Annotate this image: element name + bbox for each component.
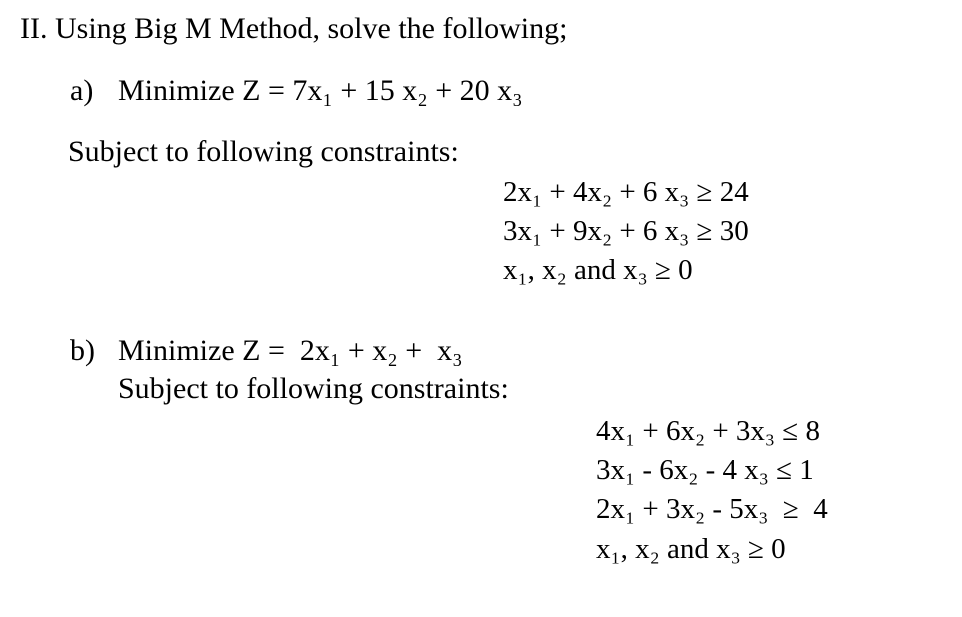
part-a-subject-text: Subject to following constraints: bbox=[68, 135, 459, 168]
part-a-nonnegativity: x₁, x₂ and x₃ ≥ 0 bbox=[503, 254, 693, 286]
part-a-constraint: 3x₁ + 9x₂ + 6 x₃ ≥ 30 bbox=[503, 215, 749, 247]
part-a-constraint: 2x₁ + 4x₂ + 6 x₃ ≥ 24 bbox=[503, 176, 749, 208]
problem-heading: II. Using Big M Method, solve the following; bbox=[20, 12, 568, 45]
part-b-constraint: 4x₁ + 6x₂ + 3x₃ ≤ 8 bbox=[596, 415, 820, 447]
part-b-constraint: 2x₁ + 3x₂ - 5x₃ ≥ 4 bbox=[596, 493, 828, 525]
part-b-constraint: 3x₁ - 6x₂ - 4 x₃ ≤ 1 bbox=[596, 454, 814, 486]
part-a-objective: Minimize Z = 7x₁ + 15 x₂ + 20 x₃ bbox=[118, 74, 523, 107]
part-b-label: b) bbox=[70, 334, 95, 367]
part-b-objective: Minimize Z = 2x₁ + x₂ + x₃ bbox=[118, 334, 463, 367]
part-b-subject-text: Subject to following constraints: bbox=[118, 372, 509, 405]
part-b-nonnegativity: x₁, x₂ and x₃ ≥ 0 bbox=[596, 533, 786, 565]
part-a-label: a) bbox=[70, 74, 94, 107]
